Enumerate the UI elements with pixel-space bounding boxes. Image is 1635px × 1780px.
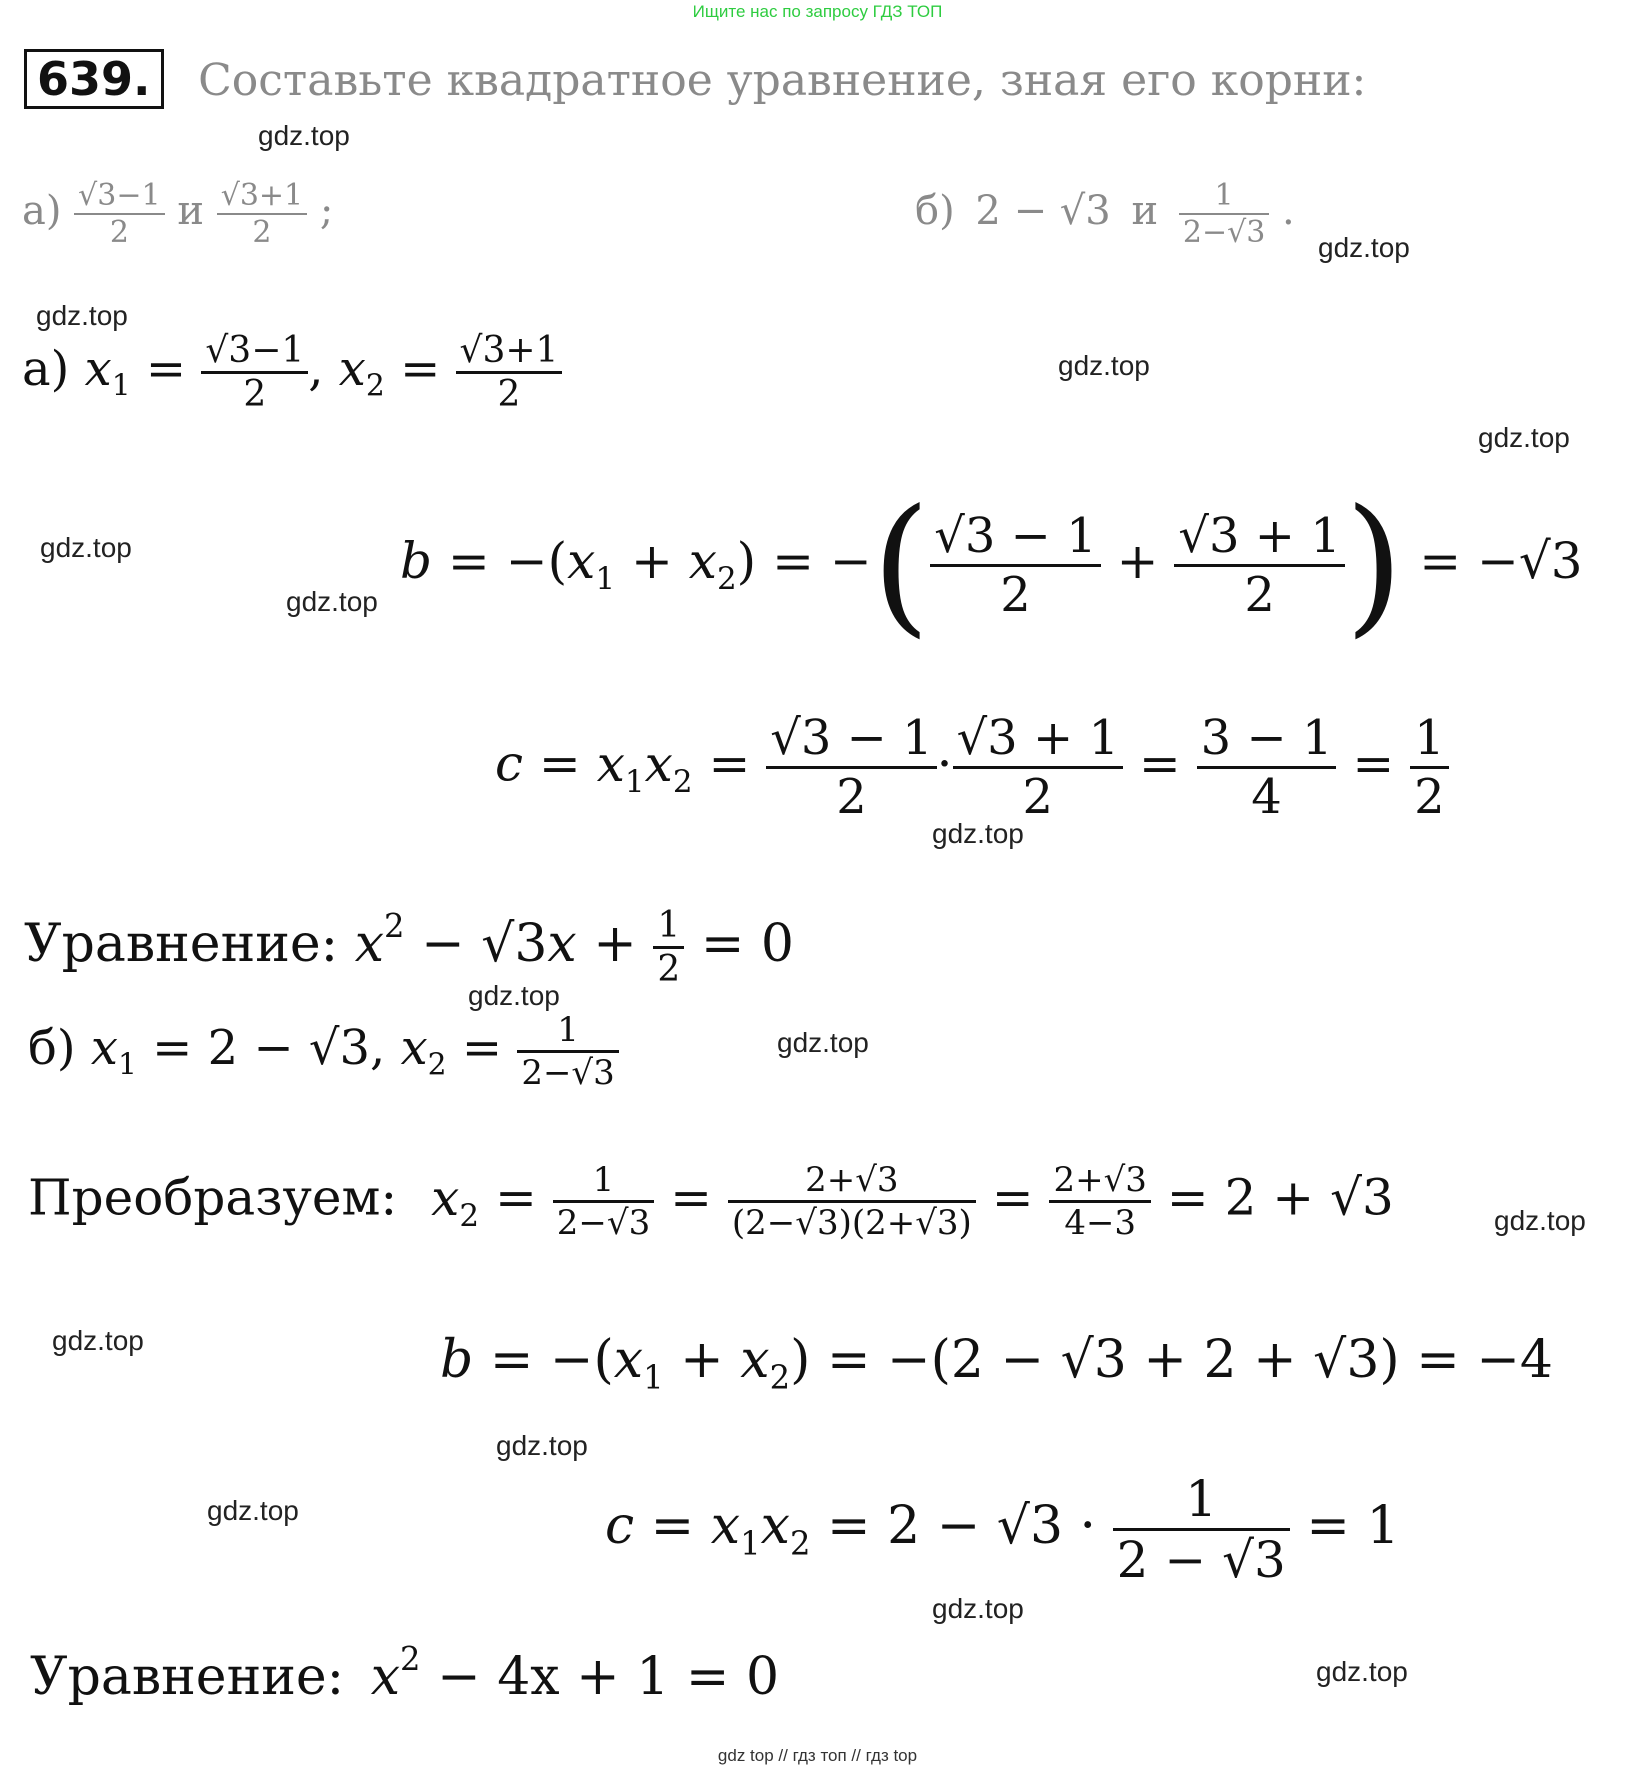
solution-a-b-line: $b = -(x_1 + x_2)$ = −( $\frac{√3 - 1}{2}$ + $\frac{√3 + 1}{2}$ ) = −√3: [400, 478, 1583, 652]
part-b-root2: $\frac{1}{2-√3}$: [1179, 178, 1269, 250]
problem-header: [24, 52, 1366, 106]
watermark: gdz.top: [1478, 422, 1570, 453]
problem-part-b: б) 2 − √3 и $\frac{1}{2-√3}$ .: [915, 178, 1295, 250]
watermark: gdz.top: [932, 1593, 1024, 1624]
watermark: gdz.top: [777, 1027, 869, 1058]
problem-number: 639.: [24, 49, 164, 109]
part-a-label: а): [22, 188, 62, 234]
part-a-root1: $\frac{√3-1}{2}$: [74, 178, 164, 250]
watermark: gdz.top: [286, 586, 378, 617]
watermark: gdz.top: [258, 120, 350, 151]
part-a-root2: $\frac{√3+1}{2}$: [217, 178, 307, 250]
watermark: gdz.top: [1316, 1656, 1408, 1687]
part-b-conj: и: [1131, 188, 1159, 234]
watermark: gdz.top: [1494, 1205, 1586, 1236]
watermark: gdz.top: [207, 1495, 299, 1526]
part-b-root1: 2 − √3: [975, 188, 1111, 234]
part-a-conj: и: [177, 188, 204, 234]
problem-statement: Составьте квадратное уравнение, зная его корни:: [198, 55, 1367, 106]
solution-a-roots: а) $x_1$ = $\frac{√3-1}{2}$ , $x_2$ = $\frac{√3+1}{2}$: [22, 330, 562, 415]
solution-b-roots: б) $x_1 = 2 - √3$, $x_2$ = $\frac{1}{2-√3}$: [28, 1010, 619, 1093]
watermark: gdz.top: [40, 532, 132, 563]
part-b-label: б): [915, 188, 955, 234]
problem-part-a: а) $\frac{√3-1}{2}$ и $\frac{√3+1}{2}$ ;: [22, 178, 334, 250]
solution-a-c-line: $c = x_1x_2$ = $\frac{√3 - 1}{2}$ · $\frac{√3 + 1}{2}$ = $\frac{3 - 1}{4}$ = $\frac{1}{2}$: [495, 710, 1449, 825]
watermark: gdz.top: [52, 1325, 144, 1356]
watermark: gdz.top: [932, 818, 1024, 849]
watermark: gdz.top: [1058, 350, 1150, 381]
footer-text: gdz top // гдз топ // гдз top: [717, 1746, 918, 1765]
watermark: gdz.top: [1318, 232, 1410, 263]
watermark: gdz.top: [496, 1430, 588, 1461]
top-banner[interactable]: Ищите нас по запросу ГДЗ ТОП: [692, 2, 943, 21]
watermark: gdz.top: [36, 300, 128, 331]
solution-b-b-line: $b = -(x_1 + x_2) = -(2 - √3 + 2 + √3) = -4$: [440, 1330, 1553, 1397]
solution-b-transform: Преобразуем: $x_2$ = $\frac{1}{2-√3}$ = $\frac{2+√3}{(2-√3)(2+√3)}$ = $\frac{2+√3}{4-3}$ = 2 + √3: [28, 1160, 1394, 1243]
solution-a-equation: Уравнение: $x^2 - √3x$ + $\frac{1}{2}$ = 0: [24, 905, 795, 990]
solution-b-c-line: $c = x_1x_2 = 2 - √3$ · $\frac{1}{2 - √3}$ = 1: [605, 1470, 1400, 1589]
solution-b-equation: Уравнение: $x^2 - 4x + 1 = 0$: [30, 1640, 780, 1708]
watermark: gdz.top: [468, 980, 560, 1011]
